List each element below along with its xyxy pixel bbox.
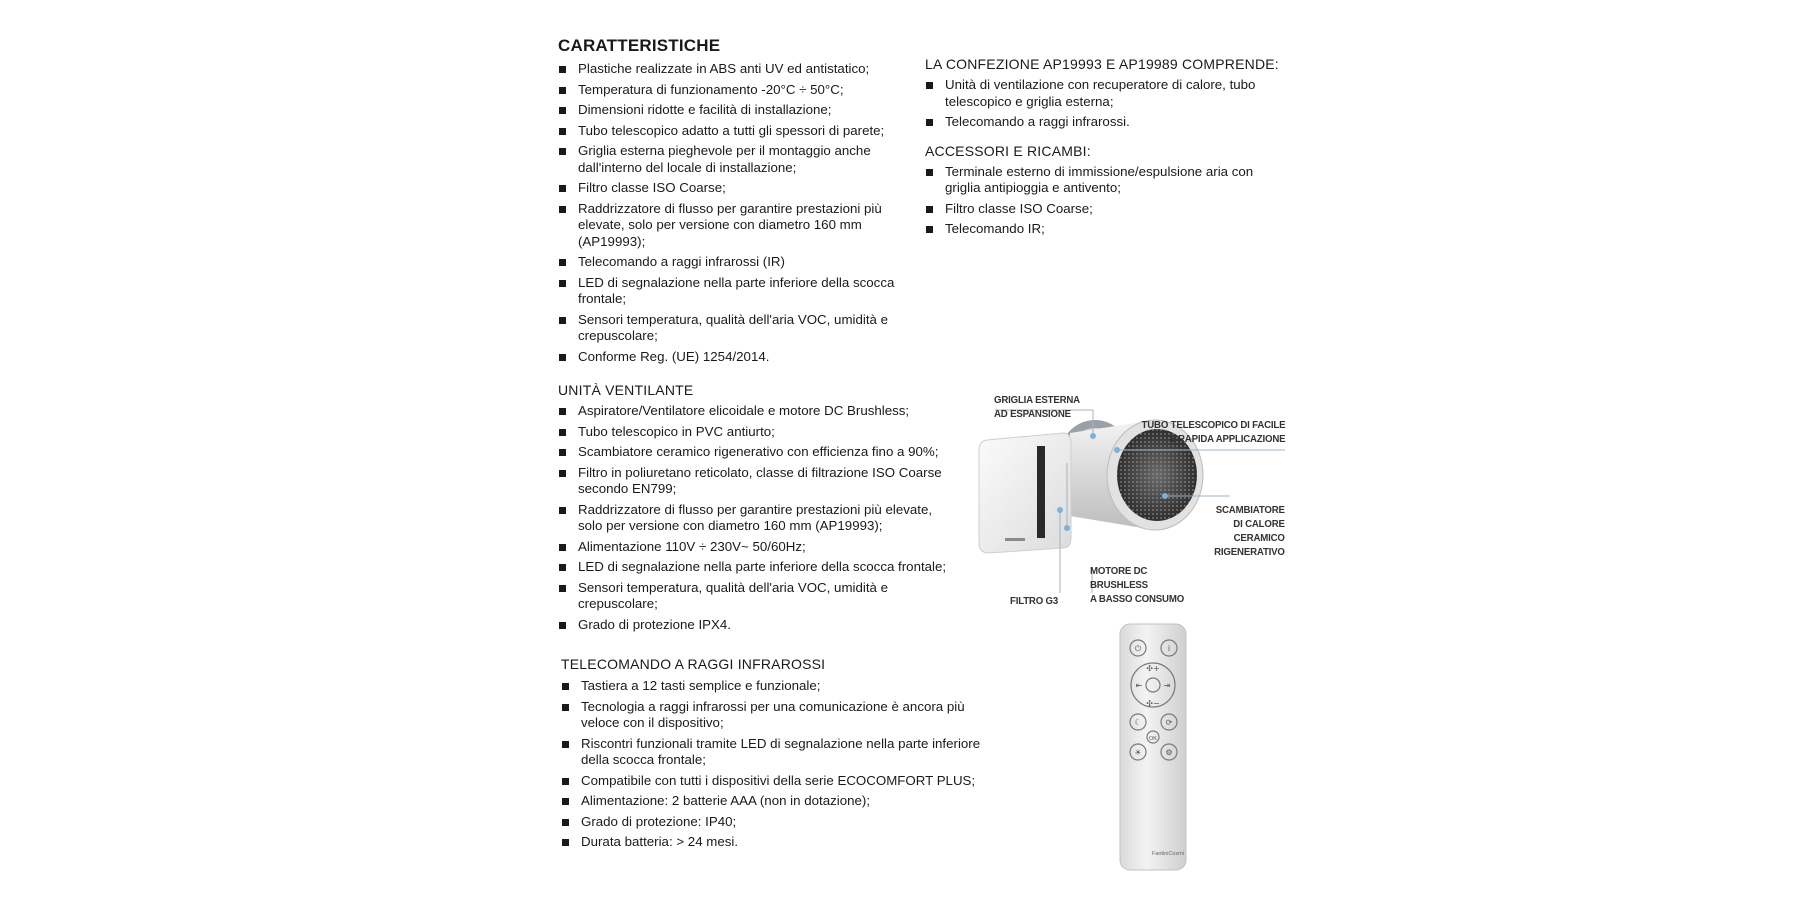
list-item: Riscontri funzionali tramite LED di segnalazione nella parte inferiore della scocca frontale; — [561, 736, 981, 769]
list-item: Telecomando IR; — [925, 221, 1260, 238]
settings-icon: ⚙ — [1165, 748, 1173, 757]
list-item: Griglia esterna pieghevole per il montaggio anche dall'interno del locale di installazione; — [558, 143, 908, 176]
callout-motore-line: BRUSHLESS — [1090, 579, 1148, 591]
list-item: Compatibile con tutti i dispositivi della serie ECOCOMFORT PLUS; — [561, 773, 981, 790]
callout-griglia-line: GRIGLIA ESTERNA — [994, 394, 1080, 406]
list-item: Raddrizzatore di flusso per garantire prestazioni più elevate, solo per versione con diametro 160 mm (AP19993); — [558, 502, 958, 535]
unita-list — [558, 403, 958, 633]
remote-control — [1108, 622, 1204, 874]
list-item: Telecomando a raggi infrarossi (IR) — [558, 254, 908, 271]
telecomando-list — [561, 678, 981, 851]
callout-scambiatore-line: CERAMICO — [1233, 532, 1285, 544]
confezione-list — [925, 77, 1260, 131]
list-item: Alimentazione: 2 batterie AAA (non in dotazione); — [561, 793, 981, 810]
callout-griglia-line: AD ESPANSIONE — [994, 408, 1071, 420]
section-telecomando — [561, 656, 981, 851]
callout-motore-line: MOTORE DC — [1090, 565, 1148, 577]
callout-scambiatore-line: RIGENERATIVO — [1214, 546, 1285, 558]
fan-down-icon: ✣− — [1146, 699, 1160, 708]
night-icon: ☾ — [1134, 718, 1142, 727]
callout-tubo-line: TUBO TELESCOPICO DI FACILE — [1141, 419, 1285, 431]
confezione-title: LA CONFEZIONE AP19993 E AP19989 COMPRENDE: — [925, 56, 1279, 72]
callout-filtro: FILTRO G3 — [1010, 595, 1059, 607]
remote-illustration — [1108, 622, 1204, 874]
ok-button-label: OK — [1149, 736, 1157, 742]
remote-brand: FantiniCosmi — [1151, 851, 1185, 857]
callout-scambiatore-line: SCAMBIATORE — [1216, 504, 1285, 516]
unita-title: UNITÀ VENTILANTE — [558, 382, 694, 398]
left-column — [558, 36, 981, 855]
auto-icon: ⟳ — [1165, 718, 1173, 727]
accessori-list — [925, 164, 1260, 238]
list-item: Tubo telescopico in PVC antiurto; — [558, 424, 958, 441]
list-item: Sensori temperatura, qualità dell'aria VOC, umidità e crepuscolare; — [558, 312, 908, 345]
list-item: Grado di protezione IPX4. — [558, 617, 958, 634]
caratteristiche-list — [558, 61, 908, 365]
list-item: Filtro in poliuretano reticolato, classe di filtrazione ISO Coarse secondo EN799; — [558, 465, 958, 498]
caratteristiche-title: CARATTERISTICHE — [558, 36, 721, 55]
callout-scambiatore — [1214, 503, 1285, 559]
list-item: Scambiatore ceramico rigenerativo con efficienza fino a 90%; — [558, 444, 958, 461]
list-item: Conforme Reg. (UE) 1254/2014. — [558, 349, 908, 366]
list-item: LED di segnalazione nella parte inferiore della scocca frontale; — [558, 275, 908, 308]
list-item: Grado di protezione: IP40; — [561, 814, 981, 831]
list-item: Tubo telescopico adatto a tutti gli spessori di parete; — [558, 123, 908, 140]
callout-griglia — [994, 393, 1080, 421]
list-item: Filtro classe ISO Coarse; — [925, 201, 1260, 218]
product-diagram — [975, 388, 1285, 613]
power-icon: ⏻ — [1134, 644, 1142, 653]
mode-left-icon: ⇤ — [1135, 681, 1143, 690]
accessori-title: ACCESSORI E RICAMBI: — [925, 142, 1091, 159]
section-accessori — [925, 143, 1280, 238]
list-item: Plastiche realizzate in ABS anti UV ed antistatico; — [558, 61, 908, 78]
list-item: Terminale esterno di immissione/espulsione aria con griglia antipioggia e antivento; — [925, 164, 1260, 197]
list-item: Raddrizzatore di flusso per garantire prestazioni più elevate, solo per versione con diametro 160 mm (AP19993); — [558, 201, 908, 251]
front-panel — [979, 433, 1071, 553]
list-item: Filtro classe ISO Coarse; — [558, 180, 908, 197]
section-caratteristiche — [558, 36, 978, 365]
telecomando-title: TELECOMANDO A RAGGI INFRAROSSI — [561, 656, 826, 672]
section-unita-ventilante — [558, 382, 978, 633]
fan-up-icon: ✣+ — [1146, 664, 1160, 673]
list-item: Tastiera a 12 tasti semplice e funzionale; — [561, 678, 981, 695]
list-item: Aspiratore/Ventilatore elicoidale e motore DC Brushless; — [558, 403, 958, 420]
info-icon: i — [1167, 644, 1171, 653]
light-icon: ☀ — [1134, 748, 1142, 757]
list-item: LED di segnalazione nella parte inferiore della scocca frontale; — [558, 559, 958, 576]
list-item: Sensori temperatura, qualità dell'aria VOC, umidità e crepuscolare; — [558, 580, 958, 613]
callout-motore — [1090, 564, 1184, 606]
callout-tubo-line: E RAPIDA APPLICAZIONE — [1168, 433, 1285, 445]
list-item: Dimensioni ridotte e facilità di installazione; — [558, 102, 908, 119]
callout-tubo — [1141, 418, 1285, 446]
list-item: Alimentazione 110V ÷ 230V~ 50/60Hz; — [558, 539, 958, 556]
callout-scambiatore-line: DI CALORE — [1233, 518, 1285, 530]
list-item: Temperatura di funzionamento -20°C ÷ 50°C; — [558, 82, 908, 99]
right-column — [925, 56, 1280, 242]
section-confezione — [925, 56, 1280, 131]
list-item: Unità di ventilazione con recuperatore di calore, tubo telescopico e griglia esterna; — [925, 77, 1260, 110]
list-item: Tecnologia a raggi infrarossi per una comunicazione è ancora più veloce con il dispositivo; — [561, 699, 981, 732]
list-item: Telecomando a raggi infrarossi. — [925, 114, 1260, 131]
callout-motore-line: A BASSO CONSUMO — [1090, 593, 1185, 605]
mode-right-icon: ⇥ — [1163, 681, 1171, 690]
list-item: Durata batteria: > 24 mesi. — [561, 834, 981, 851]
